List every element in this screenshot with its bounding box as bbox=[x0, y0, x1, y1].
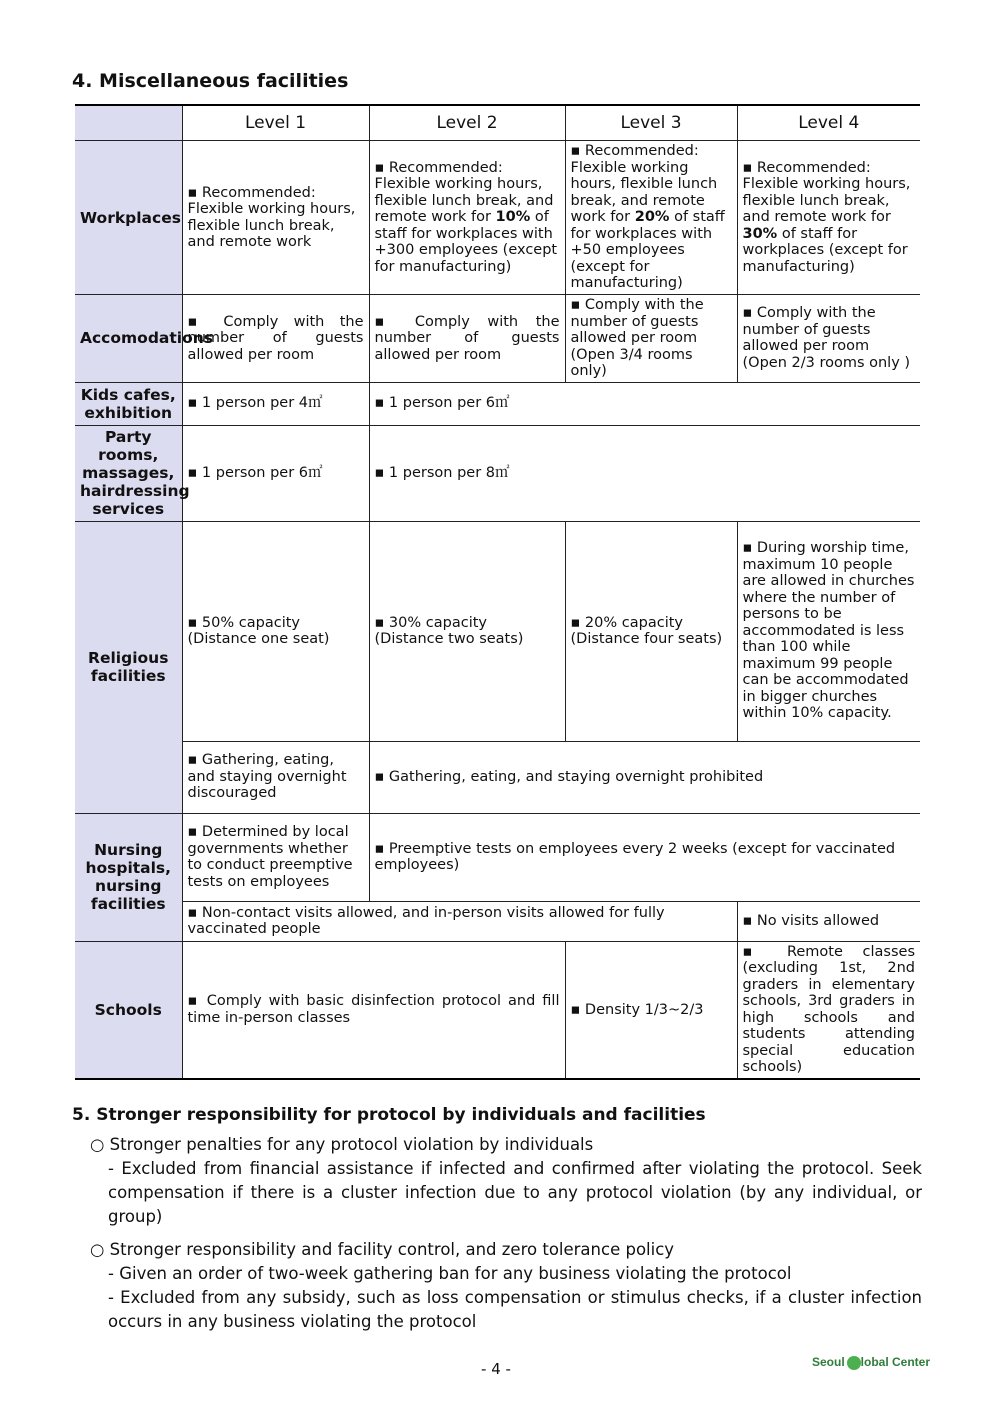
kids-level-1: ▪ 1 person per 4㎡ bbox=[182, 382, 369, 425]
workplaces-l2-percent: 10% bbox=[495, 209, 531, 226]
header-row bbox=[75, 105, 920, 141]
kids-label: Kids cafes, exhibition bbox=[75, 382, 182, 425]
level-4-header: Level 4 bbox=[737, 105, 920, 141]
workplaces-label: Workplaces bbox=[75, 141, 182, 295]
level-1-header: Level 1 bbox=[182, 105, 369, 141]
religious-row bbox=[75, 521, 920, 741]
workplaces-l2-text-a: ▪ Recommended: Flexible working hours, flexible lunch break, and remote work for bbox=[374, 159, 554, 226]
section-5-bullet-2: ○ Stronger responsibility and facility control, and zero tolerance policy bbox=[90, 1240, 675, 1259]
schools-label: Schools bbox=[75, 941, 182, 1079]
logo-text-right: lobal Center bbox=[860, 1355, 931, 1369]
party-level-1: ▪ 1 person per 6㎡ bbox=[182, 425, 369, 521]
section-4-title: 4. Miscellaneous facilities bbox=[72, 70, 349, 92]
level-3-header: Level 3 bbox=[565, 105, 737, 141]
corner-cell bbox=[75, 105, 182, 141]
party-level-2-4: ▪ 1 person per 8㎡ bbox=[369, 425, 920, 521]
religious-level-3: ▪ 20% capacity (Distance four seats) bbox=[565, 521, 737, 741]
section-5-dash-3: - Excluded from any subsidy, such as loss compensation or stimulus checks, if a cluster infection occurs in any business violating the protocol bbox=[108, 1288, 922, 1331]
seoul-global-center-logo bbox=[812, 1355, 930, 1370]
kids-level-2-4: ▪ 1 person per 6㎡ bbox=[369, 382, 920, 425]
facilities-table bbox=[75, 104, 920, 1080]
workplaces-level-3 bbox=[565, 141, 737, 295]
party-label: Party rooms, massages, hairdressing services bbox=[75, 425, 182, 521]
workplaces-l4-text-a: ▪ Recommended: Flexible working hours, flexible lunch break, and remote work for bbox=[742, 159, 911, 226]
section-5-title: 5. Stronger responsibility for protocol by individuals and facilities bbox=[72, 1105, 706, 1125]
workplaces-l4-text-c: of staff for workplaces (except for manufacturing) bbox=[742, 225, 908, 275]
section-5-dash-2: - Given an order of two-week gathering ban for any business violating the protocol bbox=[108, 1264, 792, 1283]
nursing-visits-row bbox=[75, 901, 920, 941]
accommodations-row bbox=[75, 295, 920, 383]
globe-icon bbox=[847, 1356, 861, 1370]
nursing-tests-level-1: ▪ Determined by local governments whether to conduct preemptive tests on employees bbox=[182, 813, 369, 901]
religious-level-1: ▪ 50% capacity (Distance one seat) bbox=[182, 521, 369, 741]
workplaces-l2-text-c: of staff for workplaces with +300 employees (except for manufacturing) bbox=[374, 209, 558, 275]
workplaces-row bbox=[75, 141, 920, 295]
accommodations-level-1: ▪ Comply with the number of guests allowed per room bbox=[182, 295, 369, 383]
accommodations-level-4: ▪ Comply with the number of guests allowed per room (Open 2/3 rooms only ) bbox=[737, 295, 920, 383]
section-5-dash-1: - Excluded from financial assistance if infected and confirmed after violating the protocol. Seek compensation if there is a cluster infection due to any protocol violation (by any individual, or group) bbox=[108, 1159, 922, 1226]
workplaces-l3-text-a: ▪ Recommended: Flexible working hours, flexible lunch break, and remote work for bbox=[570, 143, 718, 226]
page-number: - 4 - bbox=[481, 1360, 511, 1378]
accommodations-level-2: ▪ Comply with the number of guests allowed per room bbox=[369, 295, 565, 383]
level-2-header: Level 2 bbox=[369, 105, 565, 141]
workplaces-l3-percent: 20% bbox=[634, 209, 670, 226]
nursing-tests-row bbox=[75, 813, 920, 901]
nursing-label: Nursing hospitals, nursing facilities bbox=[75, 813, 182, 941]
workplaces-l4-percent: 30% bbox=[742, 225, 778, 242]
workplaces-level-2 bbox=[369, 141, 565, 295]
accommodations-label: Accomodations bbox=[75, 295, 182, 383]
workplaces-level-1: ▪ Recommended: Flexible working hours, flexible lunch break, and remote work bbox=[182, 141, 369, 295]
kids-row bbox=[75, 382, 920, 425]
religious-label: Religious facilities bbox=[75, 521, 182, 813]
religious-level-4: ▪ During worship time, maximum 10 people are allowed in churches where the number of persons to be accommodated is less than 100 while maximum 99 people can be accommodated in bigger churches within 10% capacity. bbox=[737, 521, 920, 741]
workplaces-level-4 bbox=[737, 141, 920, 295]
section-5-bullet-1: ○ Stronger penalties for any protocol violation by individuals bbox=[90, 1135, 594, 1154]
nursing-visits-level-4: ▪ No visits allowed bbox=[737, 901, 920, 941]
religious-gathering-level-2-4: ▪ Gathering, eating, and staying overnight prohibited bbox=[369, 741, 920, 813]
nursing-tests-level-2-4: ▪ Preemptive tests on employees every 2 weeks (except for vaccinated employees) bbox=[369, 813, 920, 901]
logo-text-left: Seoul bbox=[812, 1355, 845, 1369]
accommodations-level-3: ▪ Comply with the number of guests allowed per room (Open 3/4 rooms only) bbox=[565, 295, 737, 383]
religious-level-2: ▪ 30% capacity (Distance two seats) bbox=[369, 521, 565, 741]
schools-row bbox=[75, 941, 920, 1079]
religious-gathering-row bbox=[75, 741, 920, 813]
religious-gathering-level-1: ▪ Gathering, eating, and staying overnight discouraged bbox=[182, 741, 369, 813]
nursing-visits-level-1-3: ▪ Non-contact visits allowed, and in-person visits allowed for fully vaccinated people bbox=[182, 901, 737, 941]
schools-level-3: ▪ Density 1/3~2/3 bbox=[565, 941, 737, 1079]
schools-level-4: ▪ Remote classes (excluding 1st, 2nd graders in elementary schools, 3rd graders in high schools and students attending special education schools) bbox=[737, 941, 920, 1079]
workplaces-l3-text-c: of staff for workplaces with +50 employees (except for manufacturing) bbox=[570, 209, 725, 292]
schools-level-1-2: ▪ Comply with basic disinfection protocol and fill time in-person classes bbox=[182, 941, 565, 1079]
party-row bbox=[75, 425, 920, 521]
